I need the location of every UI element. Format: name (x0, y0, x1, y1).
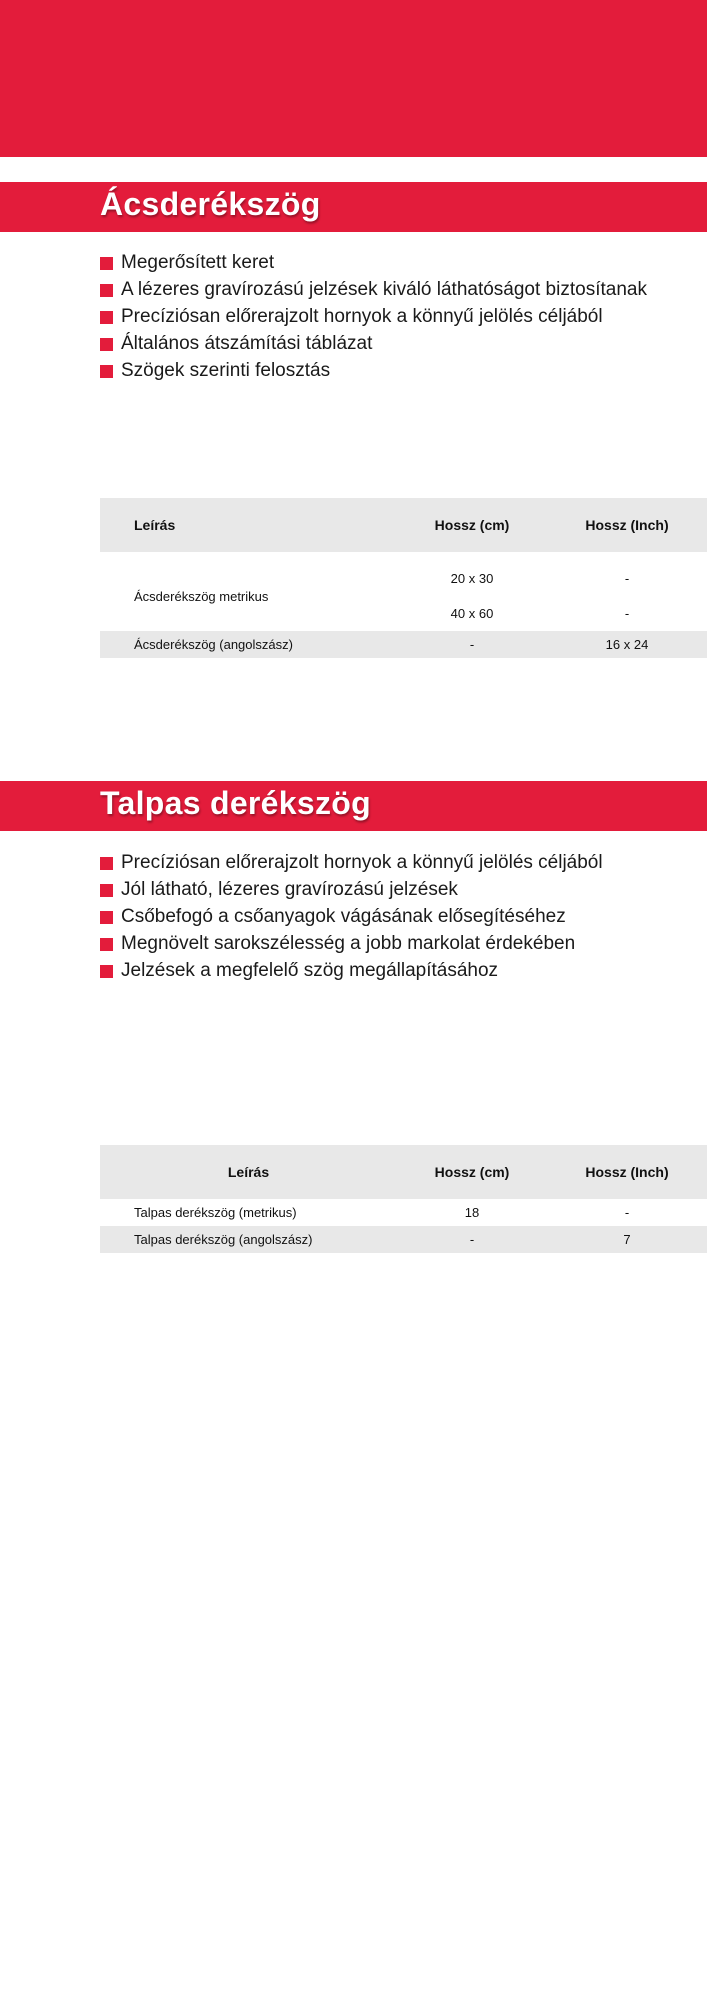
bullet-square-icon (100, 884, 113, 897)
bullet-square-icon (100, 311, 113, 324)
feature-item (100, 849, 603, 876)
bullet-square-icon (100, 284, 113, 297)
cell-length-cm: 20 x 30 (450, 571, 494, 586)
cell-length-inch: - (624, 1205, 630, 1220)
cell-length-inch: - (624, 606, 630, 621)
column-header-length-inch: Hossz (Inch) (547, 1145, 707, 1199)
feature-item (100, 957, 603, 984)
table-row (100, 1226, 707, 1253)
section-title-bar-talpas-derekszog (0, 781, 707, 831)
bullet-square-icon (100, 365, 113, 378)
column-header-length-inch: Hossz (Inch) (547, 498, 707, 552)
feature-list-talpas-derekszog (100, 849, 603, 984)
feature-text: Jól látható, lézeres gravírozású jelzések (121, 879, 458, 900)
feature-text: Általános átszámítási táblázat (121, 333, 373, 354)
feature-item (100, 303, 647, 330)
feature-item (100, 903, 603, 930)
feature-item (100, 357, 647, 384)
cell-length-inch: 7 (547, 1226, 707, 1253)
cell-length-cm: - (397, 631, 547, 658)
feature-item (100, 276, 647, 303)
spec-table-talpas-derekszog (100, 1145, 707, 1253)
bullet-square-icon (100, 965, 113, 978)
column-header-length-cm: Hossz (cm) (397, 1145, 547, 1199)
table-row (100, 631, 707, 658)
section-title-bar-acsderekszog (0, 182, 707, 232)
cell-description: Talpas derékszög (metrikus) (134, 1205, 297, 1220)
table-row (100, 1199, 707, 1226)
column-header-length-cm: Hossz (cm) (397, 498, 547, 552)
feature-item (100, 876, 603, 903)
feature-text: A lézeres gravírozású jelzések kiváló láthatóságot biztosítanak (121, 279, 647, 300)
feature-item (100, 930, 603, 957)
feature-text: Szögek szerinti felosztás (121, 360, 331, 381)
feature-item (100, 249, 647, 276)
spec-table-acsderekszog (100, 498, 707, 658)
bullet-square-icon (100, 911, 113, 924)
feature-item (100, 330, 647, 357)
bullet-square-icon (100, 257, 113, 270)
column-header-description: Leírás (100, 1145, 397, 1199)
top-banner (0, 0, 707, 157)
bullet-square-icon (100, 938, 113, 951)
section-title: Talpas derékszög (100, 785, 371, 821)
cell-length-cm: 18 (464, 1205, 480, 1220)
cell-description: Talpas derékszög (angolszász) (100, 1226, 397, 1253)
spacer-row (100, 552, 707, 561)
feature-text: Jelzések a megfelelő szög megállapításához (121, 960, 499, 981)
cell-length-cm: - (397, 1226, 547, 1253)
bullet-square-icon (100, 338, 113, 351)
feature-list-acsderekszog (100, 249, 647, 384)
table-header-row (100, 1145, 707, 1199)
feature-text: Precíziósan előrerajzolt hornyok a könnyű jelölés céljából (121, 306, 603, 327)
cell-length-inch: - (624, 571, 630, 586)
bullet-square-icon (100, 857, 113, 870)
feature-text: Megerősített keret (121, 252, 275, 273)
cell-length-cm: 40 x 60 (450, 606, 494, 621)
table-header-row (100, 498, 707, 552)
cell-description: Ácsderékszög (angolszász) (100, 631, 397, 658)
column-header-description: Leírás (100, 498, 397, 552)
table-row (100, 561, 707, 596)
feature-text: Csőbefogó a csőanyagok vágásának elősegítéséhez (121, 906, 566, 927)
cell-description: Ácsderékszög metrikus (134, 588, 269, 604)
cell-length-inch: 16 x 24 (547, 631, 707, 658)
feature-text: Megnövelt sarokszélesség a jobb markolat érdekében (121, 933, 576, 954)
feature-text: Precíziósan előrerajzolt hornyok a könnyű jelölés céljából (121, 852, 603, 873)
section-title: Ácsderékszög (100, 186, 321, 222)
